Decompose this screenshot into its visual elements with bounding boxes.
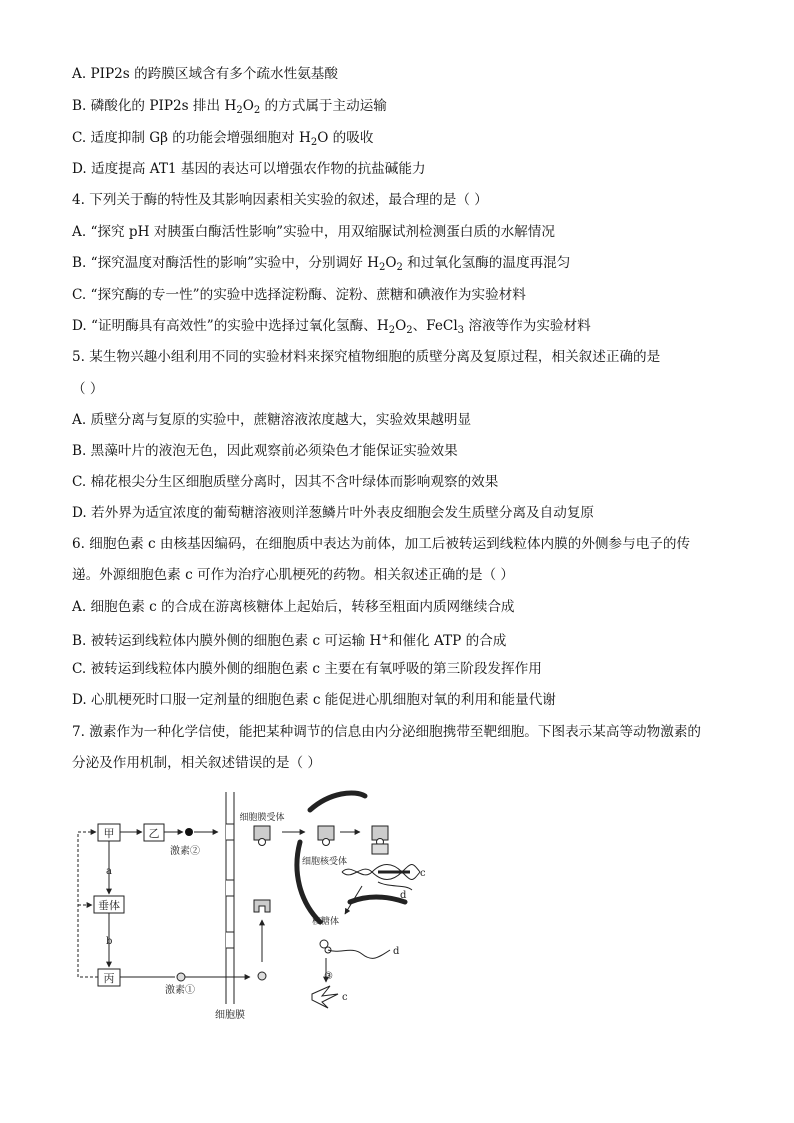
text-run: 7. 激素作为一种化学信使，能把某种调节的信息由内分泌细胞携带至靶细胞。下图表示某高等动物激素的 xyxy=(72,724,702,740)
question-line-5b xyxy=(72,379,104,399)
text-run: B. “探究温度对酶活性的影响”实验中，分别调好 H xyxy=(72,255,379,271)
label-a: a xyxy=(106,866,112,877)
text-run: 2 xyxy=(379,262,386,273)
text-run: 2 xyxy=(236,105,243,116)
text-run: 2 xyxy=(253,105,261,116)
label-hormone2: 激素② xyxy=(170,846,200,857)
text-run: C. 被转运到线粒体内膜外侧的细胞色素 c 主要在有氧呼吸的第三阶段发挥作用 xyxy=(72,661,542,677)
question-line-4B xyxy=(72,253,570,278)
text-run: 6. 细胞色素 c 由核基因编码，在细胞质中表达为前体，加工后被转运到线粒体内膜的外侧参与电子的传 xyxy=(72,536,691,552)
label-hormone1: 激素① xyxy=(165,985,195,996)
text-run: （ ） xyxy=(72,381,104,397)
question-line-5D xyxy=(72,503,594,523)
question-line-3D xyxy=(72,159,426,179)
question-line-7 xyxy=(72,722,701,742)
label-bing: 丙 xyxy=(103,972,115,985)
question-line-4D xyxy=(72,316,591,341)
text-run: D. 若外界为适宜浓度的葡萄糖溶液则洋葱鳞片叶外表皮细胞会发生质壁分离及自动复原 xyxy=(72,505,595,521)
text-run: B. 磷酸化的 PIP2s 排出 H xyxy=(72,98,237,114)
text-run: 溶液等作为实验材料 xyxy=(464,318,591,334)
text-run: 2 xyxy=(406,325,413,336)
label-yi: 乙 xyxy=(148,827,160,840)
text-run: 和过氧化氢酶的温度再混匀 xyxy=(402,255,571,271)
text-run: A. 质壁分离与复原的实验中，蔗糖溶液浓度越大，实验效果越明显 xyxy=(72,412,472,428)
label-membrane-receptor: 细胞膜受体 xyxy=(239,813,285,823)
text-run: A. PIP2s 的跨膜区域含有多个疏水性氨基酸 xyxy=(72,66,338,82)
label-jia: 甲 xyxy=(103,827,115,840)
question-line-4A xyxy=(72,222,555,242)
text-run: 2 xyxy=(310,137,318,148)
question-line-5B xyxy=(72,441,458,461)
text-run: + xyxy=(381,633,389,643)
question-line-3B xyxy=(72,96,387,121)
question-line-6B xyxy=(72,628,506,651)
text-run: 分泌及作用机制，相关叙述错误的是（ ） xyxy=(72,755,322,771)
question-line-4 xyxy=(72,190,488,210)
question-line-3C xyxy=(72,128,373,153)
question-line-6C xyxy=(72,659,542,679)
label-d-1: d xyxy=(400,890,407,901)
hormone1-particle xyxy=(177,973,185,981)
hormone-mechanism-diagram xyxy=(60,782,460,1027)
text-run: A. “探究 pH 对胰蛋白酶活性影响”实验中，用双缩脲试剂检测蛋白质的水解情况 xyxy=(72,224,555,240)
text-run: C. “探究酶的专一性”的实验中选择淀粉酶、淀粉、蔗糖和碘液作为实验材料 xyxy=(72,287,526,303)
text-run: C. 棉花根尖分生区细胞质壁分离时，因其不含叶绿体而影响观察的效果 xyxy=(72,474,499,490)
text-run: D. “证明酶具有高效性”的实验中选择过氧化氢酶、H xyxy=(72,318,389,334)
text-run: O xyxy=(385,255,397,271)
text-run: D. 适度提高 AT1 基因的表达可以增强农作物的抗盐碱能力 xyxy=(72,161,426,177)
question-line-5 xyxy=(72,347,660,367)
text-run: 4. 下列关于酶的特性及其影响因素相关实验的叙述，最合理的是（ ） xyxy=(72,192,488,208)
label-b: b xyxy=(106,936,113,947)
text-run: B. 被转运到线粒体内膜外侧的细胞色素 c 可运输 H xyxy=(72,633,382,649)
text-run: 的方式属于主动运输 xyxy=(260,98,387,114)
label-chuiti: 垂体 xyxy=(98,899,120,912)
label-c-1: c xyxy=(420,868,426,879)
text-run: O xyxy=(242,98,254,114)
text-run: 、FeCl xyxy=(412,318,458,334)
text-run: D. 心肌梗死时口服一定剂量的细胞色素 c 能促进心肌细胞对氧的利用和能量代谢 xyxy=(72,692,556,708)
label-step3: ③ xyxy=(324,971,333,982)
question-line-6b xyxy=(72,565,514,585)
label-membrane: 细胞膜 xyxy=(215,1010,245,1021)
label-nuclear-receptor: 细胞核受体 xyxy=(302,857,348,867)
text-run: 5. 某生物兴趣小组利用不同的实验材料来探究植物细胞的质壁分离及复原过程，相关叙述正确的是 xyxy=(72,349,661,365)
text-run: C. 适度抑制 Gβ 的功能会增强细胞对 H xyxy=(72,130,311,146)
text-run: 递。外源细胞色素 c 可作为治疗心肌梗死的药物。相关叙述正确的是（ ） xyxy=(72,567,514,583)
label-ribosome: 核糖体 xyxy=(312,917,340,927)
text-run: 2 xyxy=(388,325,396,336)
question-line-3A xyxy=(72,64,338,84)
text-run: 3 xyxy=(457,325,465,336)
hormone2-particle xyxy=(185,828,193,836)
question-line-5C xyxy=(72,472,498,492)
text-run: A. 细胞色素 c 的合成在游离核糖体上起始后，转移至粗面内质网继续合成 xyxy=(72,599,515,615)
text-run: B. 黑藻叶片的液泡无色，因此观察前必须染色才能保证实验效果 xyxy=(72,443,458,459)
text-run: 2 xyxy=(396,262,403,273)
label-c-2: c xyxy=(342,992,348,1003)
question-line-7b xyxy=(72,753,321,773)
question-line-4C xyxy=(72,285,526,305)
text-run: O 的吸收 xyxy=(317,130,374,146)
label-d-2: d xyxy=(393,946,400,957)
question-line-6D xyxy=(72,690,556,710)
text-run: 和催化 ATP 的合成 xyxy=(388,633,507,649)
question-line-5A xyxy=(72,410,471,430)
question-line-6 xyxy=(72,534,690,554)
text-run: O xyxy=(395,318,407,334)
question-line-6A xyxy=(72,597,515,617)
